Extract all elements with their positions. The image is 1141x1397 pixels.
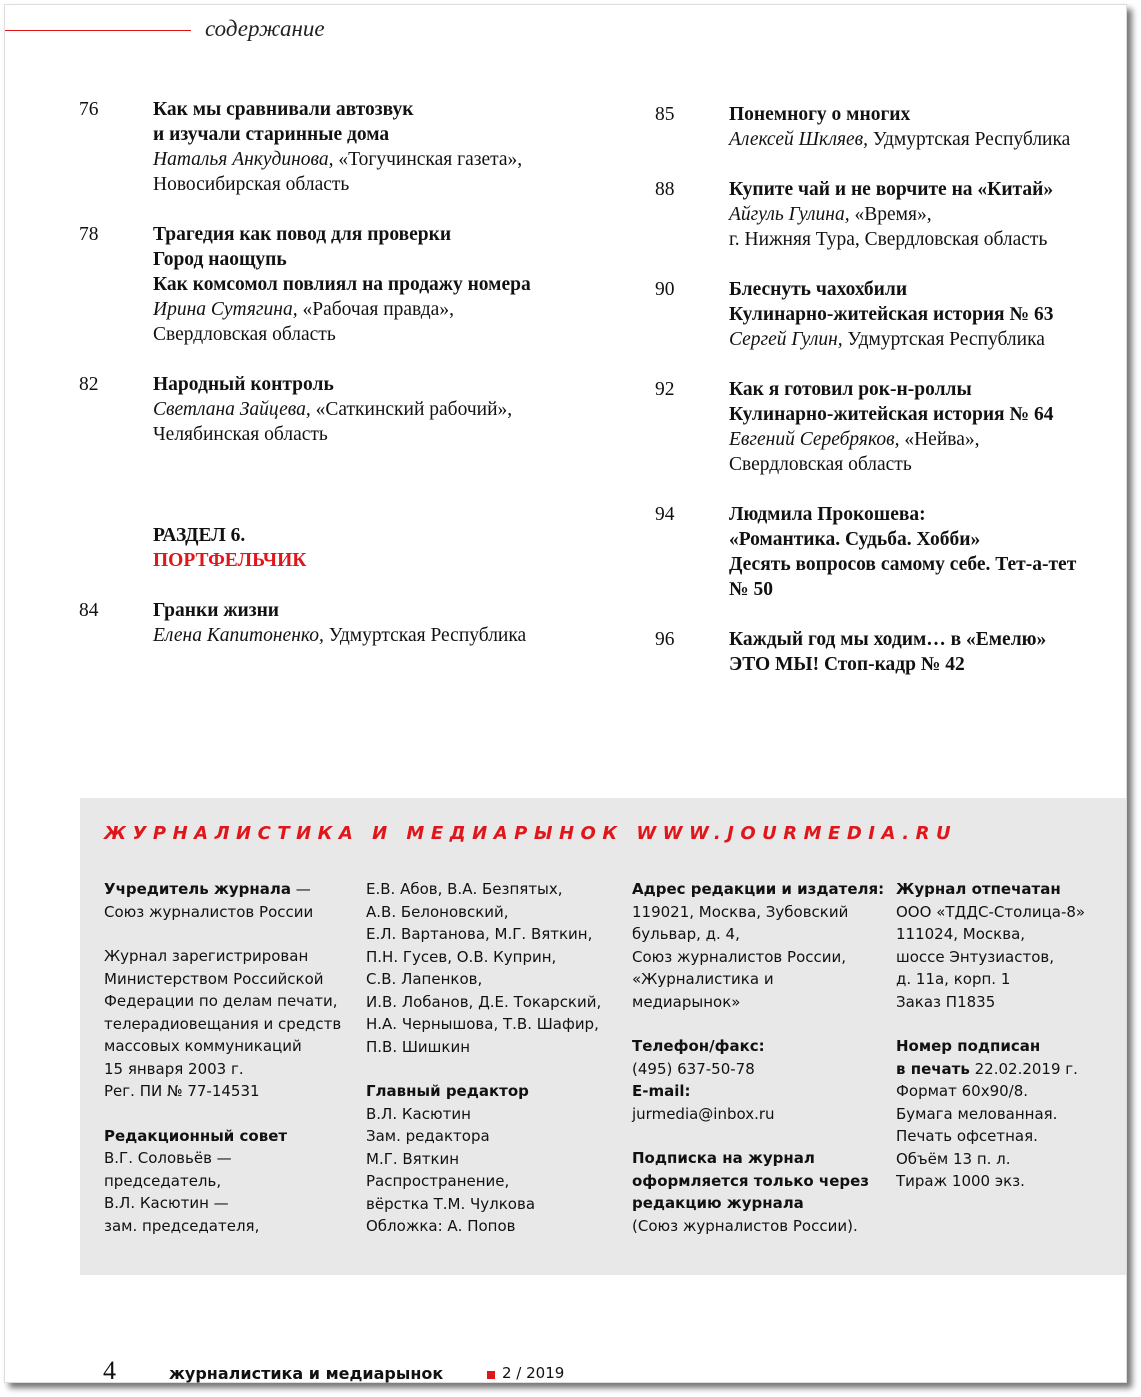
imprint-line [896, 1170, 1085, 1193]
imprint-line [896, 946, 1085, 969]
section-label: РАЗДЕЛ 6. [153, 525, 246, 546]
toc-entry-byline [729, 127, 1125, 152]
imprint-spacer [632, 1125, 884, 1147]
imprint-line [896, 878, 1085, 901]
imprint-line [632, 991, 884, 1014]
imprint-line [366, 946, 601, 969]
imprint-line [366, 1215, 601, 1238]
imprint-text: медиарынок» [632, 992, 741, 1011]
imprint-spacer [366, 1058, 601, 1080]
imprint-spacer [104, 923, 341, 945]
imprint-line [104, 1058, 341, 1081]
imprint-text: М.Г. Вяткин [366, 1149, 460, 1168]
toc-page-number: 76 [79, 99, 99, 120]
imprint-line [366, 901, 601, 924]
red-square-icon [487, 1371, 495, 1379]
imprint-label: Номер подписан [896, 1037, 1041, 1055]
imprint-line [896, 1080, 1085, 1103]
imprint-label: Адрес редакции и издателя: [632, 880, 885, 898]
imprint-box [80, 798, 1126, 1275]
toc-entry-title: Блеснуть чахохбили [729, 279, 908, 300]
imprint-line [896, 923, 1085, 946]
imprint-text: С.В. Лапенков, [366, 970, 483, 988]
toc-left-column [79, 97, 599, 648]
imprint-text: бульвар, д. 4, [632, 925, 740, 943]
imprint-text: Распространение, [366, 1172, 510, 1190]
toc-right-entries [655, 102, 1125, 677]
imprint-text: телерадиовещания и средств [104, 1014, 342, 1033]
toc-entry-title: Понемногу о многих [729, 104, 911, 125]
section-name: ПОРТФЕЛЬЧИК [153, 550, 307, 571]
toc-right-column [655, 102, 1125, 677]
imprint-text: шоссе Энтузиастов, [896, 947, 1054, 966]
imprint-column-printing [896, 878, 1085, 1193]
toc-entry-byline [729, 427, 1125, 452]
imprint-line [896, 1035, 1085, 1058]
toc-author: Евгений Серебряков, [729, 429, 900, 450]
toc-author: Ирина Сутягина, [153, 299, 298, 320]
imprint-line [896, 1148, 1085, 1171]
toc-entry-title: Народный контроль [153, 374, 334, 395]
imprint-text: Министерством Российской [104, 969, 324, 988]
toc-entry [655, 627, 1125, 677]
toc-source: «Время», [849, 204, 932, 225]
imprint-text: Союз журналистов России, [632, 947, 847, 966]
imprint-text: Е.Л. Вартанова, М.Г. Вяткин, [366, 925, 593, 943]
magazine-name: журналистика и медиарынок [169, 1364, 444, 1383]
toc-page-number: 96 [655, 629, 675, 650]
imprint-spacer [104, 1103, 341, 1125]
imprint-line [896, 968, 1085, 991]
imprint-text: Объём 13 п. л. [896, 1149, 1011, 1168]
imprint-line [632, 1192, 884, 1215]
toc-entry [79, 97, 599, 197]
imprint-label: в печать [896, 1059, 970, 1078]
imprint-label: E-mail: [632, 1082, 691, 1100]
imprint-line [632, 1170, 884, 1193]
imprint-column-founder [104, 878, 341, 1237]
toc-entry-title: Трагедия как повод для проверки [153, 224, 452, 245]
toc-author: Айгуль Гулина, [729, 204, 850, 225]
toc-entry-title: Город наощупь [153, 249, 287, 270]
imprint-text: — [291, 880, 311, 898]
imprint-line [366, 878, 601, 901]
imprint-line [896, 1058, 1085, 1081]
imprint-line [632, 878, 884, 901]
toc-source: «Нейва», [899, 429, 980, 450]
imprint-line [632, 1215, 884, 1238]
toc-entry-title: Как я готовил рок-н-роллы [729, 379, 972, 400]
imprint-line [632, 901, 884, 924]
magazine-page [4, 4, 1127, 1383]
toc-entry-title: Как мы сравнивали автозвук [153, 99, 414, 120]
imprint-line [366, 1080, 601, 1103]
toc-page-number: 82 [79, 374, 99, 395]
imprint-label: Журнал отпечатан [896, 880, 1061, 898]
imprint-label: Главный редактор [366, 1082, 529, 1100]
imprint-text: А.В. Белоновский, [366, 902, 509, 921]
toc-author: Наталья Анкудинова, [153, 149, 334, 170]
imprint-line [104, 1192, 341, 1215]
imprint-text: вёрстка Т.М. Чулкова [366, 1194, 536, 1213]
imprint-line [104, 1215, 341, 1238]
imprint-line [104, 1170, 341, 1193]
imprint-line [896, 901, 1085, 924]
imprint-text: (Союз журналистов России). [632, 1216, 858, 1235]
imprint-line [632, 946, 884, 969]
imprint-text: «Журналистика и [632, 970, 774, 988]
imprint-banner: ЖУРНАЛИСТИКА И МЕДИАРЫНОК WWW.JOURMEDIA.RU [104, 823, 958, 844]
imprint-line [366, 991, 601, 1014]
header-rule [5, 30, 191, 31]
imprint-line [104, 1035, 341, 1058]
toc-section-entries [79, 598, 599, 648]
imprint-text: Заказ П1835 [896, 992, 996, 1011]
toc-entry-title: Купите чай и не ворчите на «Китай» [729, 179, 1054, 200]
imprint-line [632, 923, 884, 946]
toc-page-number: 88 [655, 179, 675, 200]
toc-source: Удмуртская Республика [842, 329, 1045, 350]
imprint-text: 119021, Москва, Зубовский [632, 902, 849, 921]
imprint-text: 15 января 2003 г. [104, 1059, 244, 1078]
imprint-text: председатель, [104, 1171, 222, 1190]
imprint-text: Тираж 1000 экз. [896, 1172, 1025, 1190]
toc-entry-title: Как комсомол повлиял на продажу номера [153, 274, 531, 295]
toc-entry [655, 502, 1125, 602]
imprint-line [104, 1080, 341, 1103]
toc-entry-title: и изучали старинные дома [153, 124, 390, 145]
toc-entry [79, 222, 599, 347]
imprint-text: П.Н. Гусев, О.В. Куприн, [366, 947, 557, 966]
imprint-column-address [632, 878, 884, 1237]
section-heading [79, 523, 599, 573]
toc-source: «Тогучинская газета», [333, 149, 523, 170]
toc-entry-region: г. Нижняя Тура, Свердловская область [729, 229, 1048, 250]
toc-entry-region: Челябинская область [153, 424, 328, 445]
imprint-line [632, 1103, 884, 1126]
toc-entry-region: Новосибирская область [153, 174, 350, 195]
imprint-label: Редакционный совет [104, 1126, 288, 1145]
imprint-text: В.Л. Касютин [366, 1104, 471, 1123]
toc-entry-region: Свердловская область [729, 454, 912, 475]
imprint-text: Обложка: А. Попов [366, 1217, 516, 1235]
toc-entry-title: Людмила Прокошева: [729, 504, 926, 525]
imprint-line [632, 1080, 884, 1103]
toc-page-number: 90 [655, 279, 675, 300]
imprint-line [366, 1036, 601, 1059]
toc-page-number: 94 [655, 504, 675, 525]
imprint-label: Подписка на журнал [632, 1149, 815, 1167]
imprint-line [632, 1058, 884, 1081]
imprint-line [104, 1125, 341, 1148]
imprint-line [366, 1125, 601, 1148]
imprint-label: оформляется только через [632, 1171, 869, 1190]
toc-entry-byline [153, 623, 599, 648]
imprint-text: Формат 60х90/8. [896, 1082, 1029, 1100]
toc-source: Удмуртская Республика [868, 129, 1071, 150]
imprint-text: Н.А. Чернышова, Т.В. Шафир, [366, 1015, 599, 1033]
imprint-line [366, 1193, 601, 1216]
toc-page-number: 85 [655, 104, 675, 125]
imprint-spacer [632, 1013, 884, 1035]
toc-entry-byline [729, 202, 1125, 227]
imprint-text: зам. председателя, [104, 1216, 260, 1235]
imprint-line [366, 968, 601, 991]
toc-entry [655, 102, 1125, 152]
imprint-text: jurmedia@inbox.ru [632, 1104, 775, 1123]
imprint-line [896, 991, 1085, 1014]
imprint-text: Журнал зарегистрирован [104, 947, 309, 965]
imprint-text: В.Л. Касютин — [104, 1194, 229, 1212]
imprint-text: Федерации по делам печати, [104, 992, 338, 1010]
imprint-line [366, 1013, 601, 1036]
imprint-text: Рег. ПИ № 77-14531 [104, 1082, 260, 1100]
toc-entry-title: Кулинарно-житейская история № 64 [729, 404, 1054, 425]
toc-page-number: 84 [79, 600, 99, 621]
imprint-label: Учредитель журнала [104, 880, 291, 898]
imprint-column-board [366, 878, 601, 1238]
toc-author: Светлана Зайцева, [153, 399, 311, 420]
page-number: 4 [103, 1356, 116, 1385]
imprint-line [896, 1125, 1085, 1148]
imprint-line [366, 1103, 601, 1126]
imprint-text: П.В. Шишкин [366, 1037, 471, 1056]
imprint-text: В.Г. Соловьёв — [104, 1149, 232, 1167]
imprint-text: д. 11а, корп. 1 [896, 970, 1011, 988]
imprint-text: Печать офсетная. [896, 1127, 1038, 1145]
imprint-text: 22.02.2019 г. [969, 1059, 1078, 1078]
imprint-line [104, 968, 341, 991]
toc-entry [79, 372, 599, 447]
imprint-line [104, 1147, 341, 1170]
imprint-line [896, 1103, 1085, 1126]
toc-entry-title: Кулинарно-житейская история № 63 [729, 304, 1054, 325]
imprint-line [632, 1035, 884, 1058]
toc-source: «Рабочая правда», [297, 299, 454, 320]
imprint-spacer [896, 1013, 1085, 1035]
toc-entry-title: Каждый год мы ходим… в «Емелю» [729, 629, 1047, 650]
toc-source: Удмуртская Республика [323, 625, 527, 646]
imprint-line [366, 1170, 601, 1193]
toc-entry [655, 177, 1125, 252]
toc-entry-byline [153, 397, 599, 422]
imprint-text: Е.В. Абов, В.А. Безпятых, [366, 880, 563, 898]
imprint-label: редакцию журнала [632, 1194, 804, 1212]
imprint-line [104, 945, 341, 968]
toc-entry-byline [729, 327, 1125, 352]
toc-entry-byline [153, 297, 599, 322]
imprint-line [632, 1147, 884, 1170]
imprint-text: массовых коммуникаций [104, 1037, 302, 1055]
toc-left-entries [79, 97, 599, 447]
issue-number: 2 / 2019 [502, 1364, 565, 1382]
toc-entry [79, 598, 599, 648]
imprint-text: (495) 637-50-78 [632, 1059, 755, 1078]
imprint-line [104, 1013, 341, 1036]
imprint-text: Зам. редактора [366, 1127, 490, 1145]
imprint-text: Союз журналистов России [104, 902, 314, 921]
imprint-line [104, 990, 341, 1013]
toc-page-number: 78 [79, 224, 99, 245]
imprint-text: И.В. Лобанов, Д.Е. Токарский, [366, 992, 602, 1011]
imprint-line [366, 1148, 601, 1171]
imprint-text: Бумага мелованная. [896, 1104, 1058, 1123]
toc-entry-region: Свердловская область [153, 324, 336, 345]
toc-entry-title: «Романтика. Судьба. Хобби» [729, 529, 981, 550]
toc-entry [655, 377, 1125, 477]
toc-entry-title: № 50 [729, 579, 773, 600]
toc-author: Елена Капитоненко, [153, 625, 324, 646]
imprint-line [104, 901, 341, 924]
toc-source: «Саткинский рабочий», [310, 399, 513, 420]
imprint-line [632, 968, 884, 991]
toc-page-number: 92 [655, 379, 675, 400]
toc-author: Сергей Гулин, [729, 329, 843, 350]
imprint-text: 111024, Москва, [896, 925, 1026, 943]
toc-entry-byline [153, 147, 599, 172]
toc-author: Алексей Шкляев, [729, 129, 869, 150]
imprint-text: ООО «ТДДС-Столица-8» [896, 902, 1086, 921]
imprint-line [104, 878, 341, 901]
page-title: содержание [205, 16, 325, 41]
toc-entry [655, 277, 1125, 352]
imprint-label: Телефон/факс: [632, 1037, 765, 1055]
toc-entry-title: Гранки жизни [153, 600, 280, 621]
imprint-line [366, 923, 601, 946]
toc-entry-title: ЭТО МЫ! Стоп-кадр № 42 [729, 654, 965, 675]
toc-entry-title: Десять вопросов самому себе. Тет-а-тет [729, 554, 1077, 575]
